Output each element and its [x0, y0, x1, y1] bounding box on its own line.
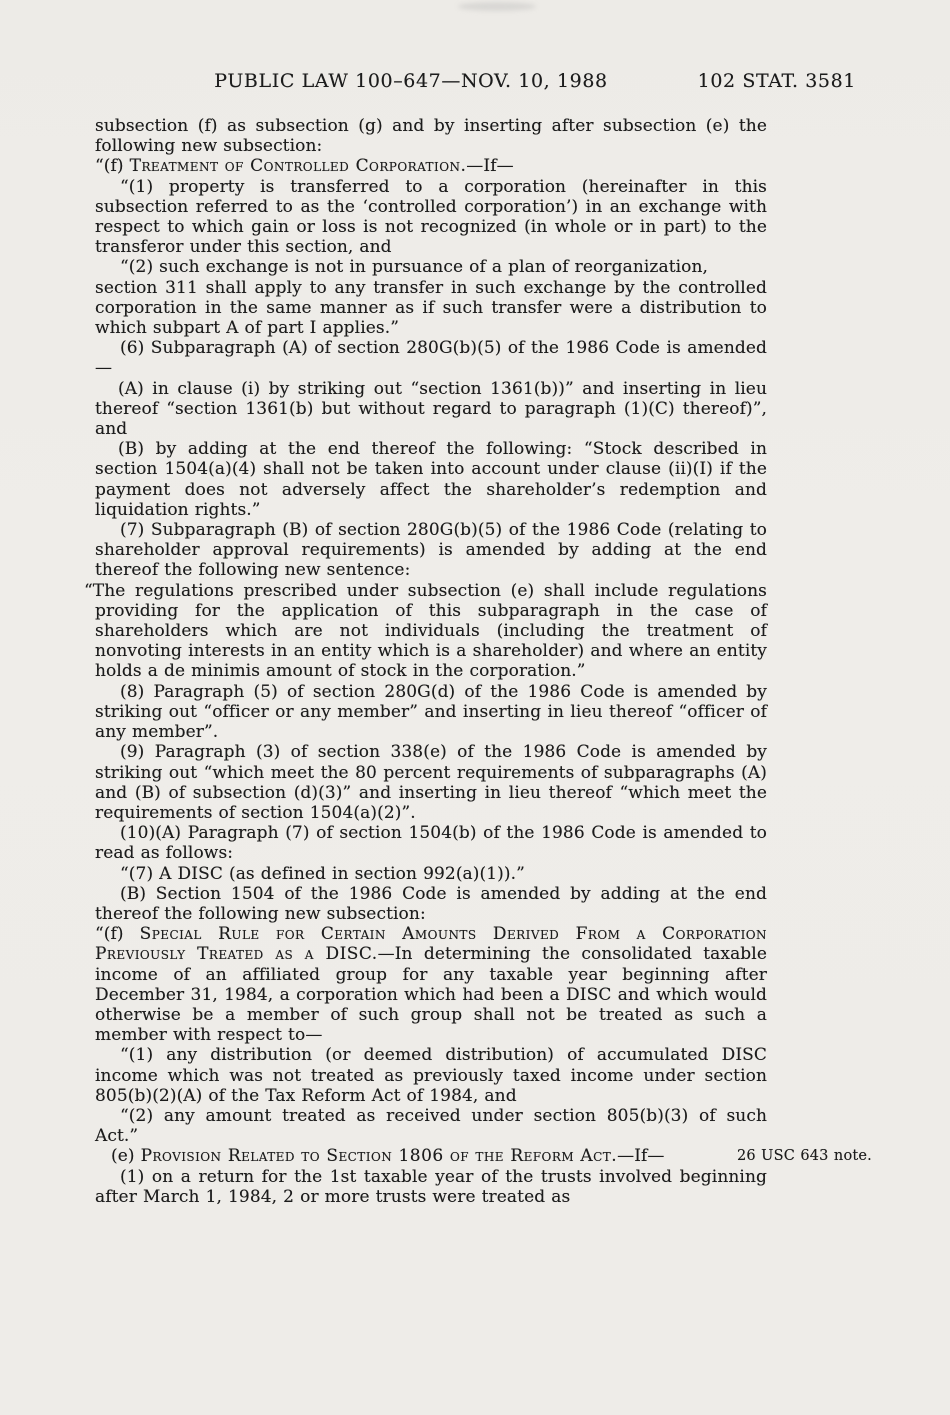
statute-paragraph-section-311: section 311 shall apply to any transfer in such exchange by the controlled corporation in the same manner as if such transfer were a distribution to which subpart A of part I applies.” — [95, 277, 767, 339]
statute-clause-a: (A) in clause (i) by striking out “section 1361(b))” and inserting in lieu thereof “section 1361(b) but without regard to paragraph (1)(C) thereof)”, and — [95, 378, 767, 440]
statute-paragraph-1-return: (1) on a return for the 1st taxable year of the trusts involved beginning after March 1, 1984, 2 or more trusts were treated as — [95, 1166, 767, 1207]
statute-paragraph-1-property: “(1) property is transferred to a corporation (hereinafter in this subsection referred to as the ‘controlled corporation’) in an exchange with respect to which gain or loss is not recognized (in whole or in part) to the transferor under this section, and — [95, 176, 767, 258]
paragraph-text: (e) — [111, 1146, 141, 1167]
statute-paragraph-subsection-e-provision — [95, 1146, 872, 1167]
statute-paragraph-6-subparagraph-a: (6) Subparagraph (A) of section 280G(b)(5) of the 1986 Code is amended— — [95, 338, 767, 379]
statute-paragraph-subsection-f-treatment — [95, 156, 767, 176]
small-caps-heading: Treatment of Controlled Corporation. — [129, 156, 467, 177]
statute-paragraph-7-subparagraph-b: (7) Subparagraph (B) of section 280G(b)(5) of the 1986 Code (relating to shareholder approval requirements) is amended by adding at the end thereof the following new sentence: — [95, 520, 767, 581]
header-stat-ref: 102 STAT. 3581 — [697, 70, 856, 92]
scan-smudge-artifact — [458, 2, 536, 11]
statute-clause-b: (B) by adding at the end thereof the following: “Stock described in section 1504(a)(4) shall not be taken into account under clause (ii)(I) if the payment does not adversely affect the shareholder’s redemption and liquidation rights.” — [95, 439, 767, 520]
statute-paragraph-subsection-f-special-rule — [95, 924, 767, 1045]
paragraph-text: “(f) — [95, 924, 140, 945]
header-law-title: PUBLIC LAW 100–647—NOV. 10, 1988 — [214, 70, 608, 92]
margin-note-usc-citation: 26 USC 643 note. — [737, 1148, 872, 1165]
paragraph-text: —If— — [466, 156, 514, 177]
small-caps-heading: Special Rule for Certain Amounts Derived From a Corporation Previously Treated as a DISC. — [95, 924, 767, 965]
paragraph-text: —If— — [617, 1146, 665, 1167]
statute-paragraph-8: (8) Paragraph (5) of section 280G(d) of the 1986 Code is amended by striking out “officer or any member” and inserting in lieu thereof “officer of any member”. — [95, 681, 767, 743]
statute-paragraph-2-exchange: “(2) such exchange is not in pursuance of a plan of reorganization, — [120, 257, 709, 278]
statute-paragraph-carryover: subsection (f) as subsection (g) and by inserting after subsection (e) the following new subsection: — [95, 116, 767, 157]
small-caps-heading: Provision Related to Section 1806 of the Reform Act. — [140, 1146, 618, 1167]
statute-quote-block-regulations: “The regulations prescribed under subsection (e) shall include regulations providing for the application of this subparagraph in the case of shareholders which are not individuals (including the treatment of nonvoting interests in an entity which is a shareholder) and where an entity holds a de minimis amount of stock in the corporation.” — [84, 580, 767, 682]
statute-body — [84, 116, 872, 1207]
statute-paragraph-10a: (10)(A) Paragraph (7) of section 1504(b) of the 1986 Code is amended to read as follows: — [95, 823, 767, 864]
statute-paragraph-2-amount: “(2) any amount treated as received under section 805(b)(3) of such Act.” — [95, 1105, 767, 1147]
statute-paragraph-10b: (B) Section 1504 of the 1986 Code is amended by adding at the end thereof the following new subsection: — [95, 883, 767, 924]
statute-paragraph-7-disc: “(7) A DISC (as defined in section 992(a)(1)).” — [120, 863, 525, 884]
statute-paragraph-9: (9) Paragraph (3) of section 338(e) of the 1986 Code is amended by striking out “which meet the 80 percent requirements of subparagraphs (A) and (B) of subsection (d)(3)” and inserting in lieu thereof “which meet the requirements of section 1504(a)(2)”. — [95, 742, 767, 823]
paragraph-text: “(f) — [95, 156, 130, 177]
statute-paragraph-1-distribution: “(1) any distribution (or deemed distribution) of accumulated DISC income which was not treated as previously taxed income under section 805(b)(2)(A) of the Tax Reform Act of 1984, and — [95, 1045, 767, 1106]
paragraph-text: —In determining the consolidated taxable income of an affiliated group for any taxable year beginning after December 31, 1984, a corporation which had been a DISC and which would otherwise be a member of such group shall not be treated as such a member with respect to— — [95, 944, 767, 1046]
